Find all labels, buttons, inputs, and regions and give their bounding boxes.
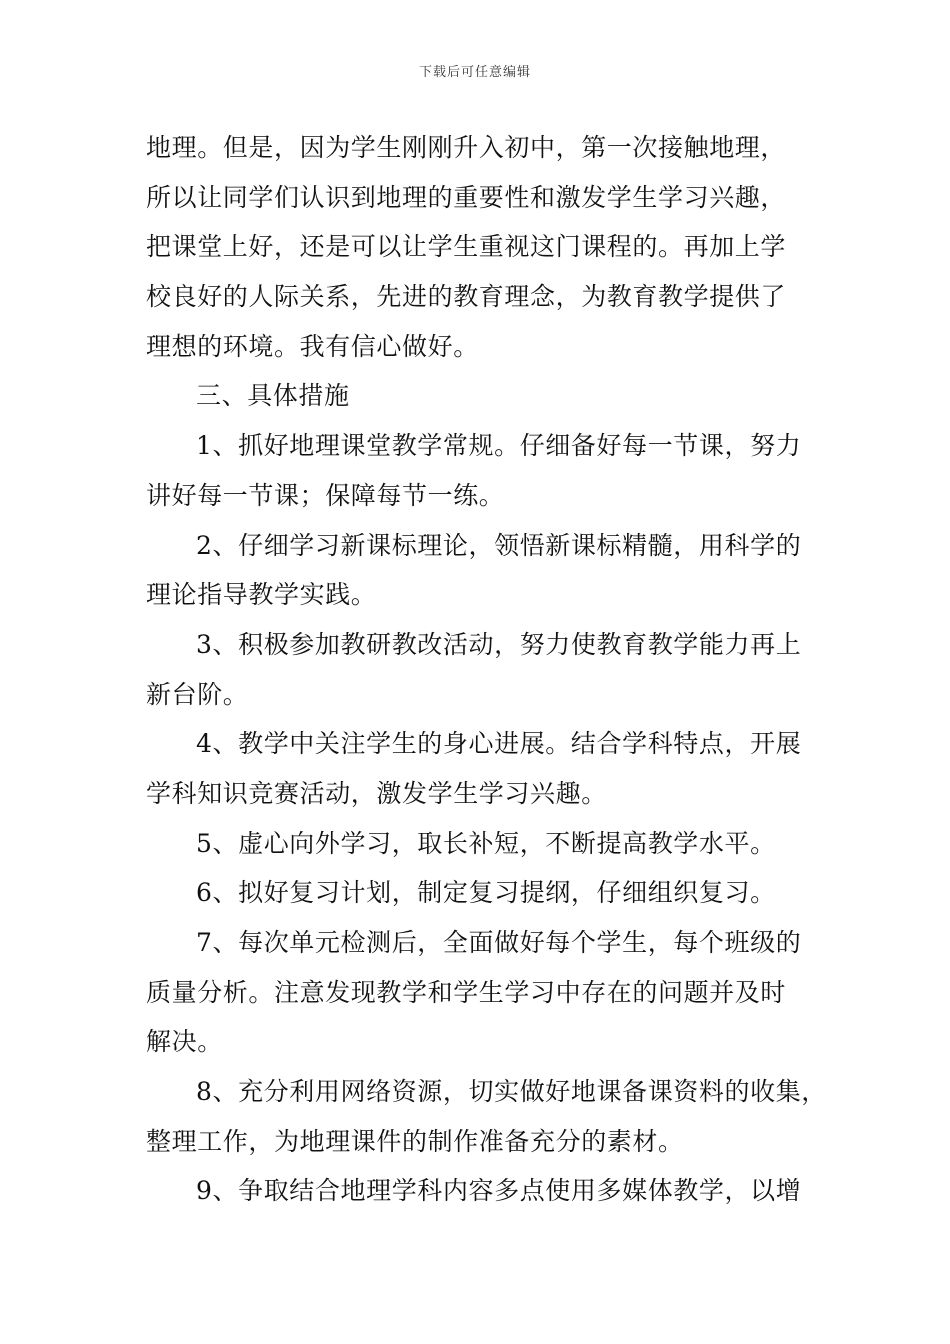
measure-item-2 — [146, 521, 806, 620]
paragraph-continuation — [146, 123, 806, 371]
text-line: 8、充分利用网络资源，切实做好地课备课资料的收集， — [196, 1077, 827, 1107]
text-line: 整理工作，为地理课件的制作准备充分的素材。 — [146, 1126, 684, 1156]
section-heading-text: 三、具体措施 — [196, 381, 350, 411]
text-line: 新台阶。 — [146, 679, 249, 709]
measure-item-3 — [146, 620, 806, 719]
text-line: 4、教学中关注学生的身心进展。结合学科特点，开展 — [196, 729, 802, 759]
text-line: 讲好每一节课；保障每节一练。 — [146, 480, 505, 510]
text-line: 所以让同学们认识到地理的重要性和激发学生学习兴趣， — [146, 182, 787, 212]
text-line: 解决。 — [146, 1027, 223, 1057]
text-line: 2、仔细学习新课标理论，领悟新课标精髓，用科学的 — [196, 530, 802, 560]
measure-item-1 — [146, 421, 806, 520]
text-line: 7、每次单元检测后，全面做好每个学生，每个班级的 — [196, 928, 802, 957]
text-line: 9、争取结合地理学科内容多点使用多媒体教学，以增 — [196, 1176, 802, 1206]
text-line: 地理。但是，因为学生刚刚升入初中，第一次接触地理， — [146, 133, 787, 162]
page-header-note: 下载后可任意编辑 — [418, 65, 531, 80]
section-heading — [146, 371, 806, 421]
measure-item-6 — [146, 868, 806, 918]
document-body — [146, 123, 827, 1216]
text-line: 5、虚心向外学习，取长补短，不断提高教学水平。 — [196, 828, 776, 858]
text-line: 理论指导教学实践。 — [146, 580, 377, 610]
measure-item-8 — [146, 1067, 827, 1166]
text-line: 学科知识竞赛活动，激发学生学习兴趣。 — [146, 778, 607, 808]
text-line: 理想的环境。我有信心做好。 — [146, 331, 479, 361]
measure-item-7 — [146, 918, 806, 1067]
text-line: 1、抓好地理课堂教学常规。仔细备好每一节课，努力 — [196, 431, 802, 461]
measure-item-5 — [146, 819, 806, 869]
measure-item-9 — [146, 1166, 806, 1216]
measure-item-4 — [146, 719, 806, 818]
text-line: 把课堂上好，还是可以让学生重视这门课程的。再加上学 — [146, 232, 787, 262]
text-line: 质量分析。注意发现教学和学生学习中存在的问题并及时 — [146, 977, 787, 1007]
text-line: 3、积极参加教研教改活动，努力使教育教学能力再上 — [196, 629, 802, 659]
text-line: 校良好的人际关系，先进的教育理念，为教育教学提供了 — [146, 282, 787, 312]
text-line: 6、拟好复习计划，制定复习提纲，仔细组织复习。 — [196, 878, 776, 908]
